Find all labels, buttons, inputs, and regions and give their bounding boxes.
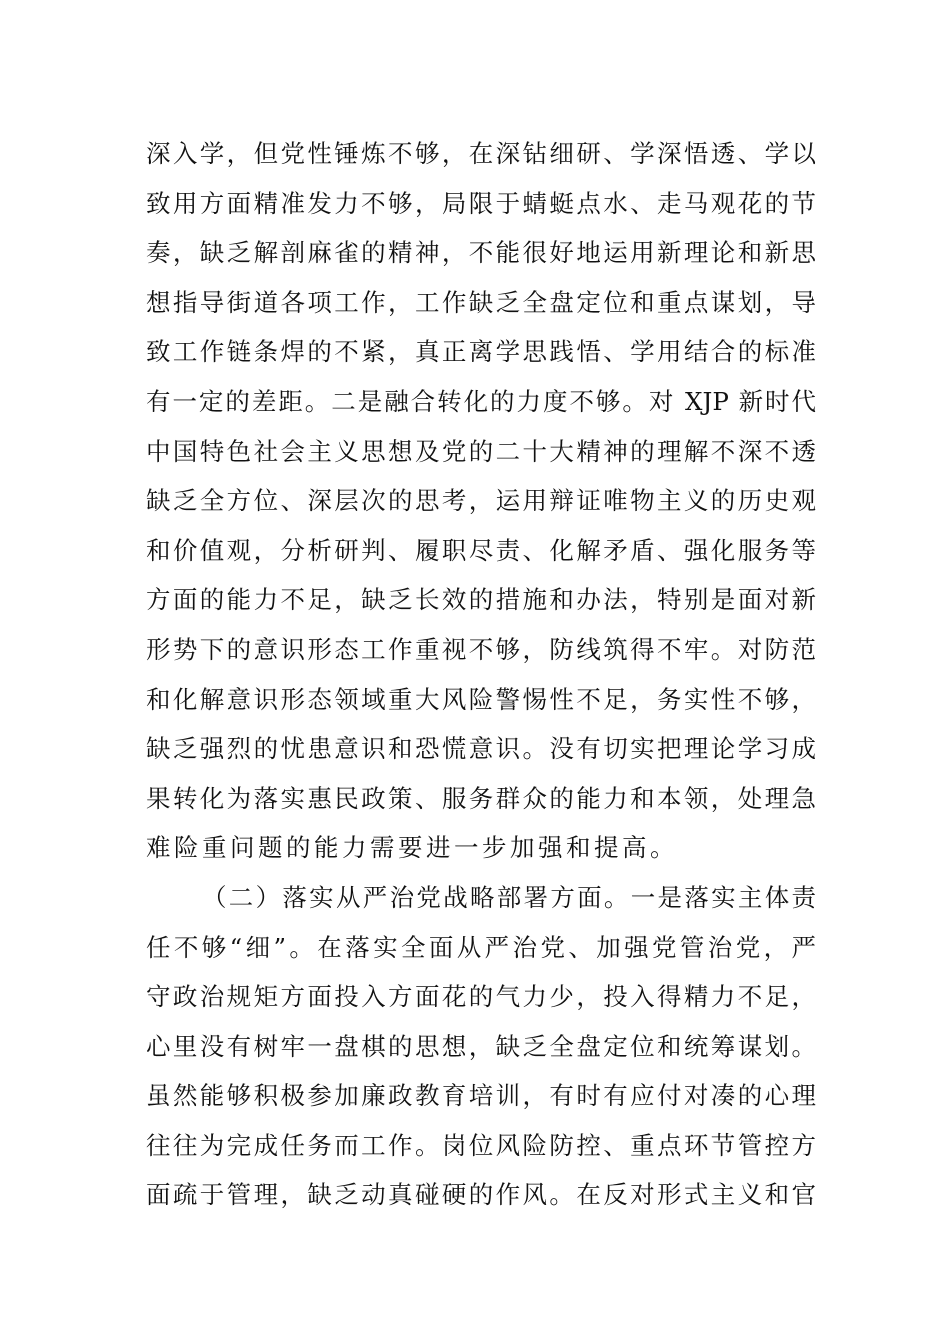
text-line: 缺乏强烈的忧患意识和恐慌意识。没有切实把理论学习成 [146, 734, 816, 764]
text-line: 和化解意识形态领域重大风险警惕性不足，务实性不够， [146, 684, 816, 714]
body-text [146, 129, 816, 1220]
text-line: 深入学，但党性锤炼不够，在深钻细研、学深悟透、学以 [146, 139, 816, 168]
text-line: 致用方面精准发力不够，局限于蜻蜓点水、走马观花的节 [146, 188, 816, 218]
text-line: 奏，缺乏解剖麻雀的精神，不能很好地运用新理论和新思 [146, 238, 816, 268]
text-line: 有一定的差距。二是融合转化的力度不够。对 XJP 新时代 [146, 386, 816, 416]
text-line: 致工作链条焊的不紧，真正离学思践悟、学用结合的标准 [146, 337, 816, 367]
section-heading-line: （二）落实从严治党战略部署方面。一是落实主体责 [202, 882, 816, 912]
paragraph-end-line: 难险重问题的能力需要进一步加强和提高。 [146, 833, 678, 863]
text-line: 形势下的意识形态工作重视不够，防线筑得不牢。对防范 [146, 634, 816, 664]
text-line: 任不够“细”。在落实全面从严治党、加强党管治党，严 [146, 932, 816, 962]
text-line: 中国特色社会主义思想及党的二十大精神的理解不深不透 [146, 436, 816, 466]
text-line: 往往为完成任务而工作。岗位风险防控、重点环节管控方 [146, 1130, 816, 1160]
text-line: 果转化为落实惠民政策、服务群众的能力和本领，处理急 [146, 783, 816, 813]
text-line: 面疏于管理，缺乏动真碰硬的作风。在反对形式主义和官 [146, 1180, 816, 1210]
text-line: 虽然能够积极参加廉政教育培训，有时有应付对凑的心理 [146, 1081, 816, 1111]
text-line: 心里没有树牢一盘棋的思想，缺乏全盘定位和统筹谋划。 [146, 1031, 816, 1061]
text-line: 方面的能力不足，缺乏长效的措施和办法，特别是面对新 [146, 585, 816, 615]
text-line: 守政治规矩方面投入方面花的气力少，投入得精力不足， [146, 982, 816, 1012]
text-line: 想指导街道各项工作，工作缺乏全盘定位和重点谋划，导 [146, 287, 816, 317]
text-line: 缺乏全方位、深层次的思考，运用辩证唯物主义的历史观 [146, 486, 816, 516]
text-line: 和价值观，分析研判、履职尽责、化解矛盾、强化服务等 [146, 535, 816, 565]
